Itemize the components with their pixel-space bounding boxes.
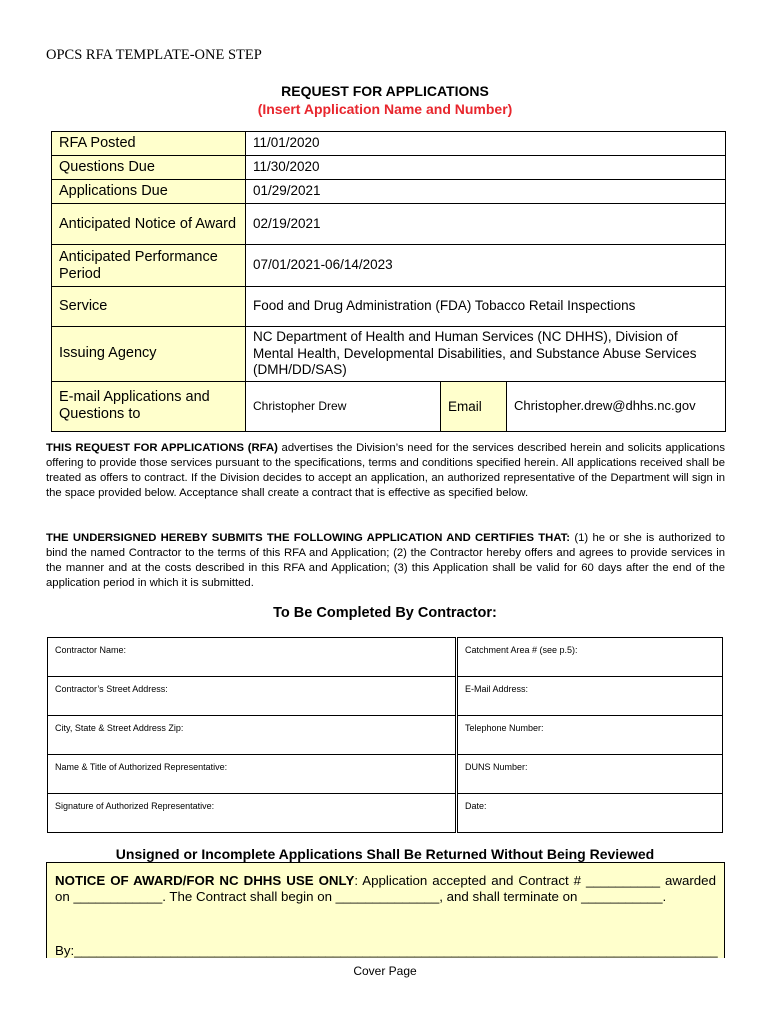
city-state-zip-field[interactable]: City, State & Street Address Zip: xyxy=(47,715,456,755)
rfa-posted-label: RFA Posted xyxy=(52,132,246,156)
service-value: Food and Drug Administration (FDA) Tobacco Retail Inspections xyxy=(246,287,726,327)
performance-period-label: Anticipated Performance Period xyxy=(52,245,246,287)
telephone-field[interactable]: Telephone Number: xyxy=(457,715,723,755)
page-subtitle: (Insert Application Name and Number) xyxy=(257,101,513,117)
notice-of-award-box xyxy=(46,862,725,958)
page-title: REQUEST FOR APPLICATIONS xyxy=(281,83,489,99)
representative-name-field[interactable]: Name & Title of Authorized Representative: xyxy=(47,754,456,794)
applications-due-label: Applications Due xyxy=(52,180,246,204)
page-footer: Cover Page xyxy=(353,964,417,978)
issuing-agency-label: Issuing Agency xyxy=(52,327,246,382)
date-field[interactable]: Date: xyxy=(457,793,723,833)
rfa-info-table xyxy=(51,131,726,432)
questions-due-label: Questions Due xyxy=(52,156,246,180)
signature-field[interactable]: Signature of Authorized Representative: xyxy=(47,793,456,833)
contact-name: Christopher Drew xyxy=(246,381,441,431)
notice-of-award-label: Anticipated Notice of Award xyxy=(52,204,246,245)
email-label: Email xyxy=(441,381,507,431)
notice-body-text: : Application accepted and Contract # __________ awarded on ____________. The Contract shall begin on ______________, and shall terminate on ___________. xyxy=(55,873,716,904)
service-label: Service xyxy=(52,287,246,327)
contractor-name-field[interactable]: Contractor Name: xyxy=(47,637,456,677)
applications-due-value: 01/29/2021 xyxy=(246,180,726,204)
signature-by-line: By:_______________________________________________________________________________________ xyxy=(55,943,718,958)
table-row xyxy=(52,156,726,180)
street-address-field[interactable]: Contractor’s Street Address: xyxy=(47,676,456,716)
table-row xyxy=(52,180,726,204)
certification-body-text: (1) he or she is authorized to bind the named Contractor to the terms of this RFA and Application; (2) the Contractor hereby offers and agrees to provide services in the manner and at the costs described in this RFA and Application; (3) this Application shall be valid for 60 days after the end of the application period in which it is submitted. xyxy=(46,532,725,589)
table-row xyxy=(52,132,726,156)
email-address-field[interactable]: E-Mail Address: xyxy=(457,676,723,716)
table-row xyxy=(52,204,726,245)
email-apps-label: E-mail Applications and Questions to xyxy=(52,381,246,431)
performance-period-value: 07/01/2021-06/14/2023 xyxy=(246,245,726,287)
table-row xyxy=(52,287,726,327)
rfa-body-text: advertises the Division’s need for the services described herein and solicits applications offering to provide those services pursuant to the specifications, terms and conditions specified herein. All applications received shall be treated as offers to contract. If the Division decides to accept an application, an authorized representative of the Department will sign in the space provided below. Acceptance shall create a contract that is effective as specified below. xyxy=(46,442,725,499)
rfa-posted-value: 11/01/2020 xyxy=(246,132,726,156)
table-row xyxy=(52,381,726,431)
unsigned-warning: Unsigned or Incomplete Applications Shall Be Returned Without Being Reviewed xyxy=(115,846,655,862)
issuing-agency-value: NC Department of Health and Human Services (NC DHHS), Division of Mental Health, Developmental Disabilities, and Substance Abuse Services (DMH/DD/SAS) xyxy=(246,327,726,382)
notice-lead-text: NOTICE OF AWARD/FOR NC DHHS USE ONLY xyxy=(55,873,355,888)
questions-due-value: 11/30/2020 xyxy=(246,156,726,180)
certification-lead-text: THE UNDERSIGNED HEREBY SUBMITS THE FOLLOWING APPLICATION AND CERTIFIES THAT: xyxy=(46,532,571,544)
duns-number-field[interactable]: DUNS Number: xyxy=(457,754,723,794)
contractor-section-title: To Be Completed By Contractor: xyxy=(273,605,497,621)
template-label: OPCS RFA TEMPLATE-ONE STEP xyxy=(46,47,262,63)
rfa-description-paragraph xyxy=(46,441,725,501)
certification-paragraph xyxy=(46,531,725,591)
catchment-area-field[interactable]: Catchment Area # (see p.5): xyxy=(457,637,723,677)
notice-of-award-value: 02/19/2021 xyxy=(246,204,726,245)
contact-email: Christopher.drew@dhhs.nc.gov xyxy=(507,381,726,431)
rfa-lead-text: THIS REQUEST FOR APPLICATIONS (RFA) xyxy=(46,442,278,454)
table-row xyxy=(52,245,726,287)
table-row xyxy=(52,327,726,382)
